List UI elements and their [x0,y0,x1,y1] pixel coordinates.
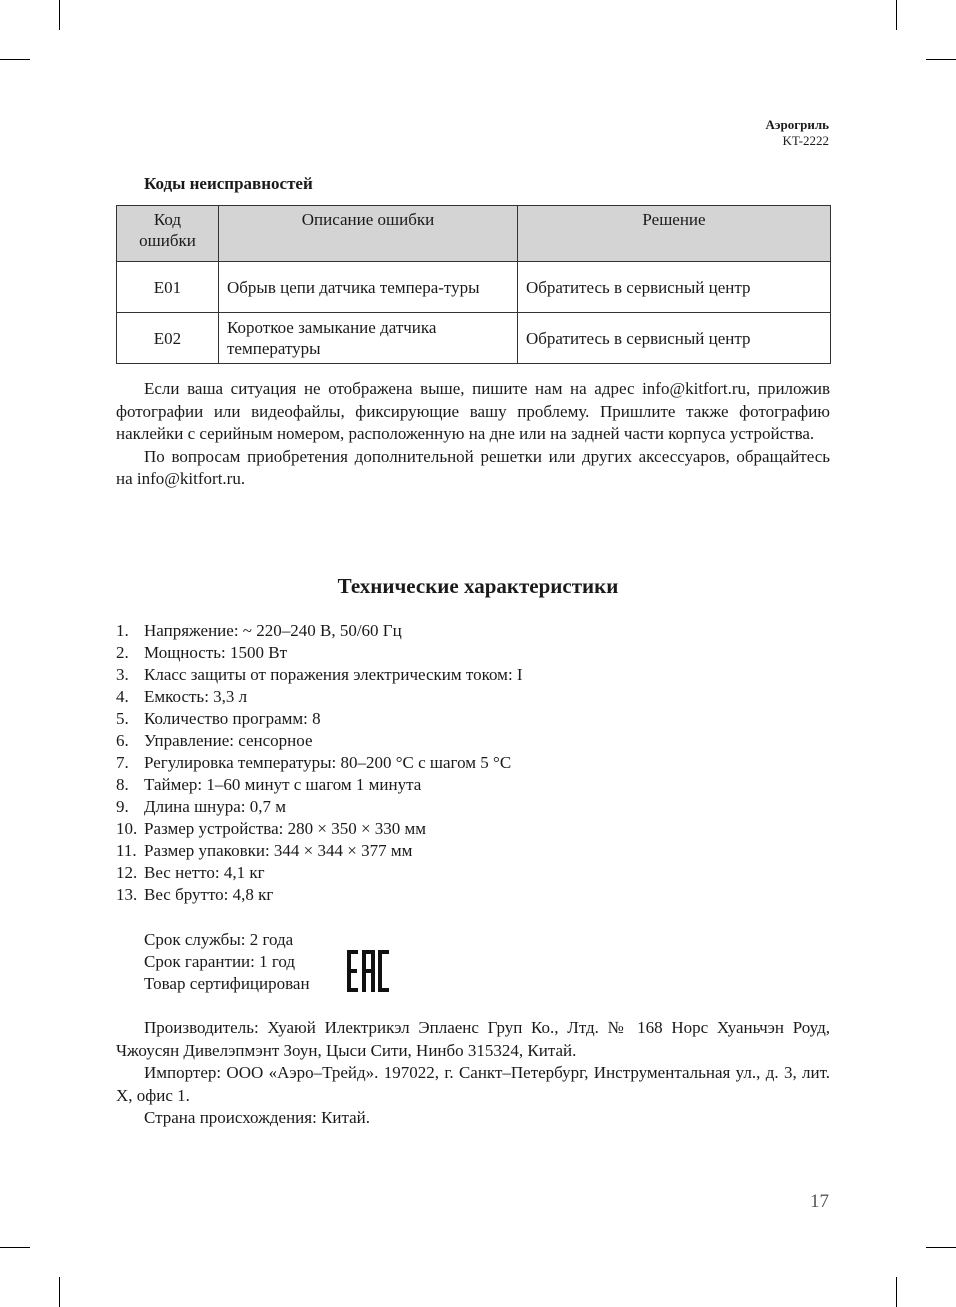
item-number: 1. [116,621,129,640]
fault-codes-table [116,205,831,364]
error-solution: Обратитесь в сервисный центр [518,262,831,313]
certification-text: Товар сертифицирован [144,974,310,993]
column-header-description: Описание ошибки [219,206,518,262]
item-text: Вес нетто: 4,1 кг [144,863,265,882]
warranty-period: Срок гарантии: 1 год [144,952,296,971]
crop-mark [896,1277,897,1307]
item-number: 4. [116,687,129,706]
item-number: 9. [116,797,129,816]
contact-section [116,378,830,491]
service-life: Срок службы: 2 года [144,930,294,949]
company-info [116,1017,830,1130]
item-text: Размер устройства: 280 × 350 × 330 мм [144,819,427,838]
accessories-paragraph: По вопросам приобретения дополнительной решетки или других аксессуаров, обращайтесь на info@kitfort.ru. [116,446,830,488]
list-item [116,796,523,818]
list-item [116,840,523,862]
item-number: 11. [116,841,137,860]
list-item [116,818,523,840]
item-number: 7. [116,753,129,772]
list-item [116,884,523,906]
contact-paragraph: Если ваша ситуация не отображена выше, пишите нам на адрес info@kitfort.ru, приложив фотографии или видеофайлы, фиксирующие вашу проблему. Пришлите также фотографию наклейки с серийным номером, расположенную на дне или на задней части корпуса устройства. [116,379,830,443]
table-row [117,262,831,313]
item-text: Количество программ: 8 [144,709,321,728]
item-text: Регулировка температуры: 80–200 °С с шагом 5 °С [144,753,512,772]
item-number: 6. [116,731,129,750]
error-solution: Обратитесь в сервисный центр [518,313,831,364]
item-text: Вес брутто: 4,8 кг [144,885,274,904]
crop-mark [926,59,956,60]
list-item [116,730,523,752]
header-brand: Аэрогриль [765,117,829,132]
list-item [116,686,523,708]
item-number: 8. [116,775,129,794]
item-number: 13. [116,885,138,904]
list-item [116,664,523,686]
crop-mark [59,0,60,30]
crop-mark [59,1277,60,1307]
list-item [116,752,523,774]
crop-mark [0,59,30,60]
running-header [765,117,829,149]
item-number: 12. [116,863,138,882]
manufacturer-info: Производитель: Хуаюй Илектрикэл Эплаенс Груп Ко., Лтд. № 168 Норс Хуаньчэн Роуд, Чжоусян Дивелэпмэнт Зоун, Цыси Сити, Нинбо 315324, Китай. [116,1018,830,1060]
crop-mark [896,0,897,30]
item-number: 5. [116,709,129,728]
eac-mark-icon [347,950,389,992]
list-item [116,620,523,642]
page-number: 17 [810,1191,829,1212]
error-code: E02 [117,313,219,364]
item-number: 3. [116,665,129,684]
faults-title: Коды неисправностей [144,174,313,193]
item-number: 10. [116,819,138,838]
list-item [116,862,523,884]
item-text: Длина шнура: 0,7 м [144,797,287,816]
header-model: KT-2222 [782,133,829,148]
table-row [117,313,831,364]
error-description: Обрыв цепи датчика темпера-туры [219,262,518,313]
item-text: Емкость: 3,3 л [144,687,248,706]
list-item [116,642,523,664]
importer-info: Импортер: ООО «Аэро–Трейд». 197022, г. Санкт–Петербург, Инструментальная ул., д. 3, лит. Х, офис 1. [116,1063,830,1105]
list-item [116,708,523,730]
item-text: Мощность: 1500 Вт [144,643,288,662]
error-description: Короткое замыкание датчика температуры [219,313,518,364]
error-code: E01 [117,262,219,313]
column-header-code: Код ошибки [117,206,219,262]
item-text: Напряжение: ~ 220–240 В, 50/60 Гц [144,621,402,640]
specs-list [116,620,523,906]
specs-title: Технические характеристики [337,574,619,598]
service-info [144,929,310,995]
crop-mark [0,1247,30,1248]
item-text: Таймер: 1–60 минут с шагом 1 минута [144,775,422,794]
item-text: Управление: сенсорное [144,731,313,750]
item-text: Размер упаковки: 344 × 344 × 377 мм [144,841,413,860]
column-header-solution: Решение [518,206,831,262]
origin-info: Страна происхождения: Китай. [144,1108,371,1127]
list-item [116,774,523,796]
item-number: 2. [116,643,129,662]
table-header-row [117,206,831,262]
crop-mark [926,1247,956,1248]
item-text: Класс защиты от поражения электрическим током: I [144,665,523,684]
